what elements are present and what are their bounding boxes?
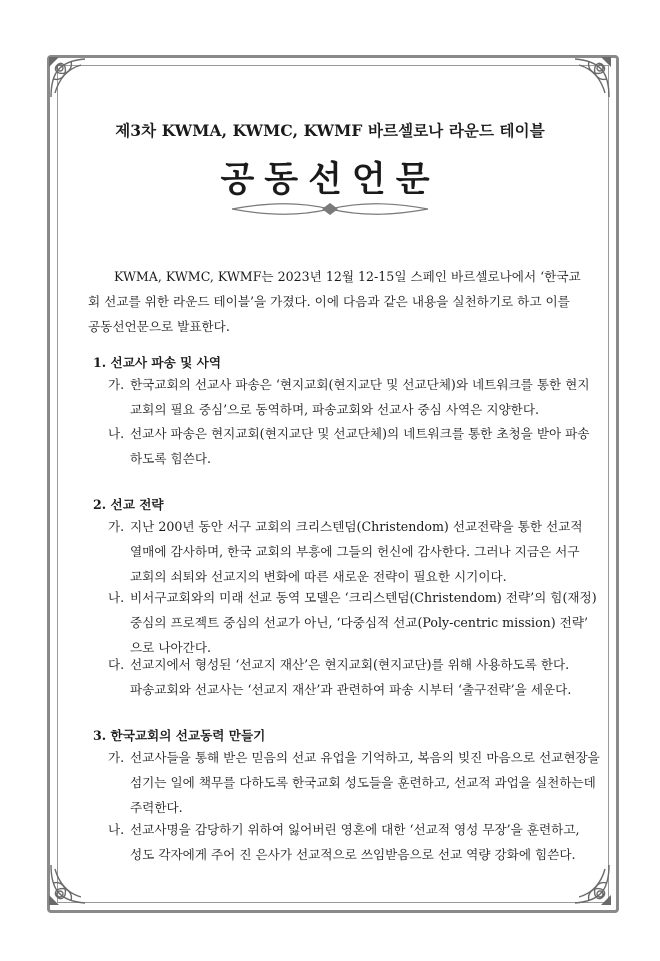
item-line: 한국교회의 선교사 파송은 ‘현지교회(현지교단 및 선교단체)와 네트워크를 통한 현지 [130, 377, 590, 392]
section-1-item-na [108, 421, 588, 471]
corner-ornament-top-right [565, 53, 615, 103]
item-label: 가. [108, 750, 125, 765]
item-line: 비서구교회와의 미래 선교 동역 모델은 ‘크리스텐덤(Christendom) 전략’의 힘(재정) [130, 590, 597, 605]
item-line: 으로 나아간다. [130, 640, 211, 655]
item-line: 선교사명을 감당하기 위하여 잃어버린 영혼에 대한 ‘선교적 영성 무장’을 훈련하고, [130, 822, 580, 837]
item-label: 나. [108, 822, 125, 837]
declaration-subtitle: 제3차 KWMA, KWMC, KWMF 바르셀로나 라운드 테이블 [115, 121, 545, 140]
item-line: 선교사 파송은 현지교회(현지교단 및 선교단체)의 네트워크를 통한 초청을 받아 파송 [130, 426, 590, 441]
section-2-item-na [108, 585, 597, 660]
item-line: 선교사들을 통해 받은 믿음의 선교 유업을 기억하고, 복음의 빚진 마음으로 선교현장을 [130, 750, 600, 765]
item-line: 열매에 감사하며, 한국 교회의 부흥에 그들의 헌신에 감사한다. 그러나 지금은 서구 [130, 544, 580, 559]
item-label: 나. [108, 590, 125, 605]
section-2-item-da [108, 652, 588, 702]
item-line: 성도 각자에게 주어 진 은사가 선교적으로 쓰임받음으로 선교 역량 강화에 힘쓴다. [130, 847, 576, 862]
item-label: 가. [108, 377, 125, 392]
item-label: 가. [108, 519, 125, 534]
item-line: 파송교회와 선교사는 ‘선교지 재산’과 관련하여 파송 시부터 ‘출구전략’을 세운다. [130, 682, 572, 697]
declaration-title: 공동선언문 [220, 159, 440, 200]
corner-ornament-bottom-left [45, 859, 95, 909]
title-flourish [230, 198, 430, 220]
section-3-item-na [108, 817, 588, 867]
item-line: 하도록 힘쓴다. [130, 451, 211, 466]
item-line: 주력한다. [130, 800, 183, 815]
section-2-item-ga [108, 514, 588, 589]
item-line: 선교지에서 형성된 ‘선교지 재산’은 현지교회(현지교단)를 위해 사용하도록 한다. [130, 657, 570, 672]
item-line: 교회의 쇠퇴와 선교지의 변화에 따른 새로운 전략이 필요한 시기이다. [130, 569, 507, 584]
corner-ornament-top-left [45, 53, 95, 103]
section-2-heading: 2. 선교 전략 [93, 497, 164, 512]
item-label: 다. [108, 657, 125, 672]
intro-paragraph: KWMA, KWMC, KWMF는 2023년 12월 12-15일 스페인 바르셀로나에서 ‘한국교회 선교를 위한 라운드 테이블’을 가졌다. 이에 다음과 같은 내용을 실천하기로 하고 이를 공동선언문으로 발표한다. [88, 269, 581, 334]
section-3-item-ga [108, 745, 600, 820]
section-1-item-ga [108, 372, 588, 422]
section-3-heading: 3. 한국교회의 선교동력 만들기 [93, 728, 266, 743]
section-1-heading: 1. 선교사 파송 및 사역 [93, 355, 222, 370]
item-line: 섬기는 일에 책무를 다하도록 한국교회 성도들을 훈련하고, 선교적 과업을 실천하는데 [130, 775, 596, 790]
item-line: 지난 200년 동안 서구 교회의 크리스텐덤(Christendom) 선교전략을 통한 선교적 [130, 519, 583, 534]
item-line: 교회의 필요 중심’으로 동역하며, 파송교회와 선교사 중심 사역은 지양한다. [130, 402, 540, 417]
item-line: 중심의 프로젝트 중심의 선교가 아닌, ‘다중심적 선교(Poly-centric mission) 전략’ [130, 615, 589, 630]
item-label: 나. [108, 426, 125, 441]
